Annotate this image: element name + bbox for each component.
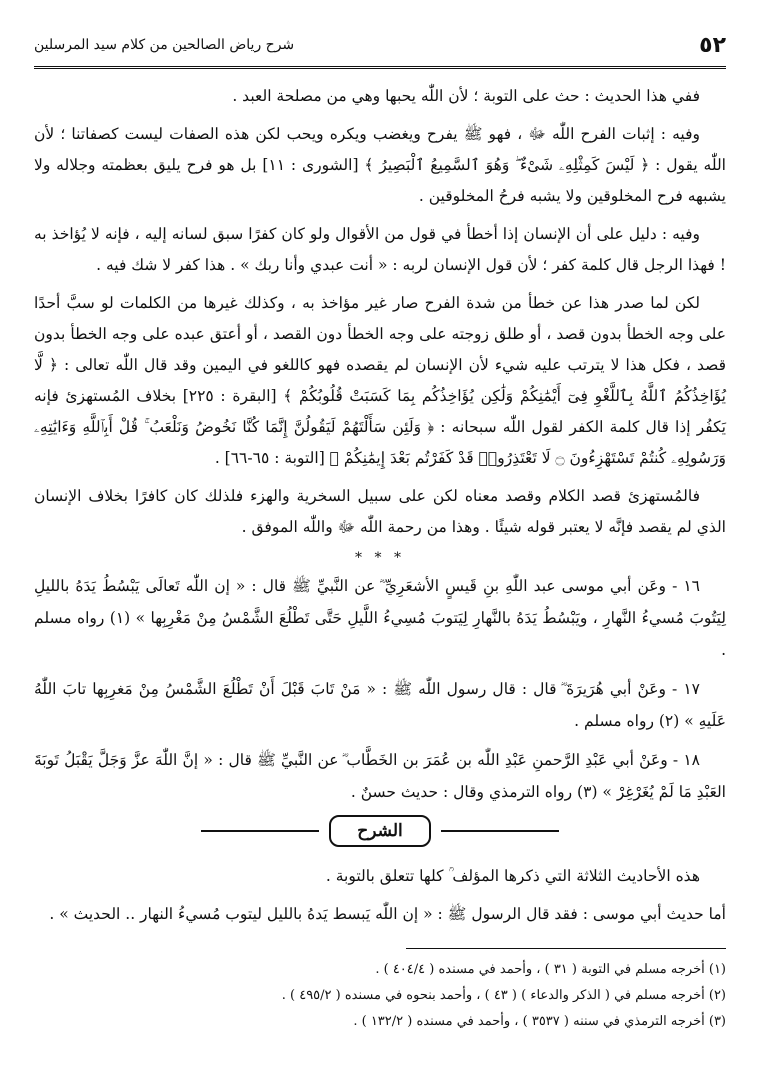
footnote: (٢) أخرجه مسلم في ( الذكر والدعاء ) ( ٤٣ ) ، وأحمد بنحوه في مسنده ( ٤٩٥/٢ ) . <box>281 988 726 1003</box>
page-number: ٥٢ <box>699 32 726 58</box>
banner-rule <box>201 830 319 832</box>
header-rule <box>34 66 726 69</box>
hadith-18: ١٨ - وعَنْ أبي عَبْدِ الرَّحمنِ عَبْدِ اللّٰه بن عُمَرَ بن الخَطَّاب ؓ عن النَّبيِّ ﷺ قال : « إنَّ اللّٰهَ عزَّ وَجَلَّ يَقْبَلُ تَوبَةَ العَبْدِ مَا لَمْ يُغَرْغِرْ » (٣) رواه الترمذي وقال : حديث حسنٌ . <box>34 751 726 801</box>
paragraph: فالمُستهزئ قصد الكلام وقصد معناه لكن على سبيل السخرية والهزء فلذلك كان كافرًا بخلاف الإنسان الذي لم يقصد فإنَّه لا يعتبر قوله شيئًا . وهذا من رحمة اللّٰه ﷻ واللّٰه الموفق . <box>34 487 726 536</box>
book-page <box>34 28 726 1068</box>
commentary <box>34 861 726 930</box>
footnotes <box>34 957 726 1035</box>
main-text <box>34 81 726 543</box>
paragraph: لكن لما صدر هذا عن خطأ من شدة الفرح صار غير مؤاخذ به ، وكذلك غيرها من الكلمات لو سبَّ أحدًا على وجه الخطأ بدون قصد ، أو طلق زوجته على وجه الخطأ دون القصد ، أو أعتق عبده على وجه الخطأ بدون قصد ، فكل هذا لا يترتب عليه شيء لأن الإنسان لم يقصده فهو كاللغو في اليمين وقد قال اللّٰه تعالى : ﴿ لَّا يُؤَاخِذُكُمُ ٱللَّهُ بِٱللَّغْوِ فِىٓ أَيْمَٰنِكُمْ وَلَٰكِن يُؤَاخِذُكُم بِمَا كَسَبَتْ قُلُوبُكُمْ ﴾ [البقرة : ٢٢٥] بخلاف المُستهزئ فإنه يَكفُر إذا قال كلمة الكفر لقول اللّٰه سبحانه : ﴿ وَلَئِن سَأَلْتَهُمْ لَيَقُولُنَّ إِنَّمَا كُنَّا نَخُوضُ وَنَلْعَبُ ۚ قُلْ أَبِٱللَّهِ وَءَايَٰتِهِۦ وَرَسُولِهِۦ كُنتُمْ تَسْتَهْزِءُونَ ۝ لَا تَعْتَذِرُوا۟ قَدْ كَفَرْتُم بَعْدَ إِيمَٰنِكُمْ ﴾ [التوبة : ٦٥-٦٦] . <box>34 294 726 467</box>
banner-rule <box>441 830 559 832</box>
section-banner <box>34 815 726 847</box>
running-header <box>34 28 726 62</box>
hadith-list <box>34 570 726 808</box>
footnote: (٣) أخرجه الترمذي في سننه ( ٣٥٣٧ ) ، وأحمد في مسنده ( ١٣٢/٢ ) . <box>353 1014 726 1029</box>
paragraph: أما حديث أبي موسى : فقد قال الرسول ﷺ : « إن اللّٰه يَبسط يَدهُ بالليل ليتوب مُسيءُ النهار .. الحديث » . <box>49 905 726 923</box>
paragraph: ففي هذا الحديث : حث على التوبة ؛ لأن اللّٰه يحبها وهي من مصلحة العبد . <box>232 87 700 105</box>
hadith-16: ١٦ - وعَن أبي موسى عبد اللّٰهِ بنِ قَيسٍ الأشعَرِيِّ ؓ عن النَّبيِّ ﷺ قال : « إن اللّٰه تَعالَى يَبْسُطُ يَدَهُ بالليلِ لِيَتُوبَ مُسيءُ النَّهارِ ، ويَبْسُطُ يَدَهُ بالنَّهارِ لِيَتوبَ مُسِيءُ اللَّيلِ حَتَّى تَطْلُعَ الشَّمْسُ مِنْ مَغْرِبِها » (١) رواه مسلم . <box>34 577 726 659</box>
book-title: شرح رياض الصالحين من كلام سيد المرسلين <box>34 37 295 53</box>
paragraph: وفيه : إثبات الفرح اللّٰه ﷻ ، فهو ﷺ يفرح ويغضب ويكره ويحب لكن هذه الصفات ليست كصفاتنا ؛ لأن اللّٰه يقول : ﴿ لَيْسَ كَمِثْلِهِۦ شَىْءٌ ۖ وَهُوَ ٱلسَّمِيعُ ٱلْبَصِيرُ ﴾ [الشورى : ١١] بل هو فرح يليق بعظمته وجلاله ولا يشبهه فرح المخلوقين ولا يشبه فرحُ المخلوقين . <box>34 125 726 205</box>
hadith-17: ١٧ - وعَنْ أبي هُرَيرَةَ ؓ قال : قال رسول اللّٰه ﷺ : « مَنْ تَابَ قَبْلَ أَنْ تَطْلُعَ الشَّمْسُ مِنْ مَغرِبِها تابَ اللّٰهُ عَلَيهِ » (٢) رواه مسلم . <box>34 680 726 730</box>
footnote: (١) أخرجه مسلم في التوبة ( ٣١ ) ، وأحمد في مسنده ( ٤٠٤/٤ ) . <box>375 962 726 977</box>
paragraph: وفيه : دليل على أن الإنسان إذا أخطأ في قول من الأقوال ولو كان كفرًا سبق لسانه إليه ، فإنه لا يُؤاخذ به ! فهذا الرجل قال كلمة كفر ؛ لأن قول الإنسان لربه : « أنت عبدي وأنا ربك » . هذا كفر لا شك فيه . <box>34 225 726 274</box>
paragraph: هذه الأحاديث الثلاثة التي ذكرها المؤلف ؒ كلها تتعلق بالتوبة . <box>325 867 700 885</box>
section-heading: الشرح <box>329 815 430 847</box>
footnote-rule <box>406 948 726 949</box>
section-separator: * * * <box>355 550 405 566</box>
